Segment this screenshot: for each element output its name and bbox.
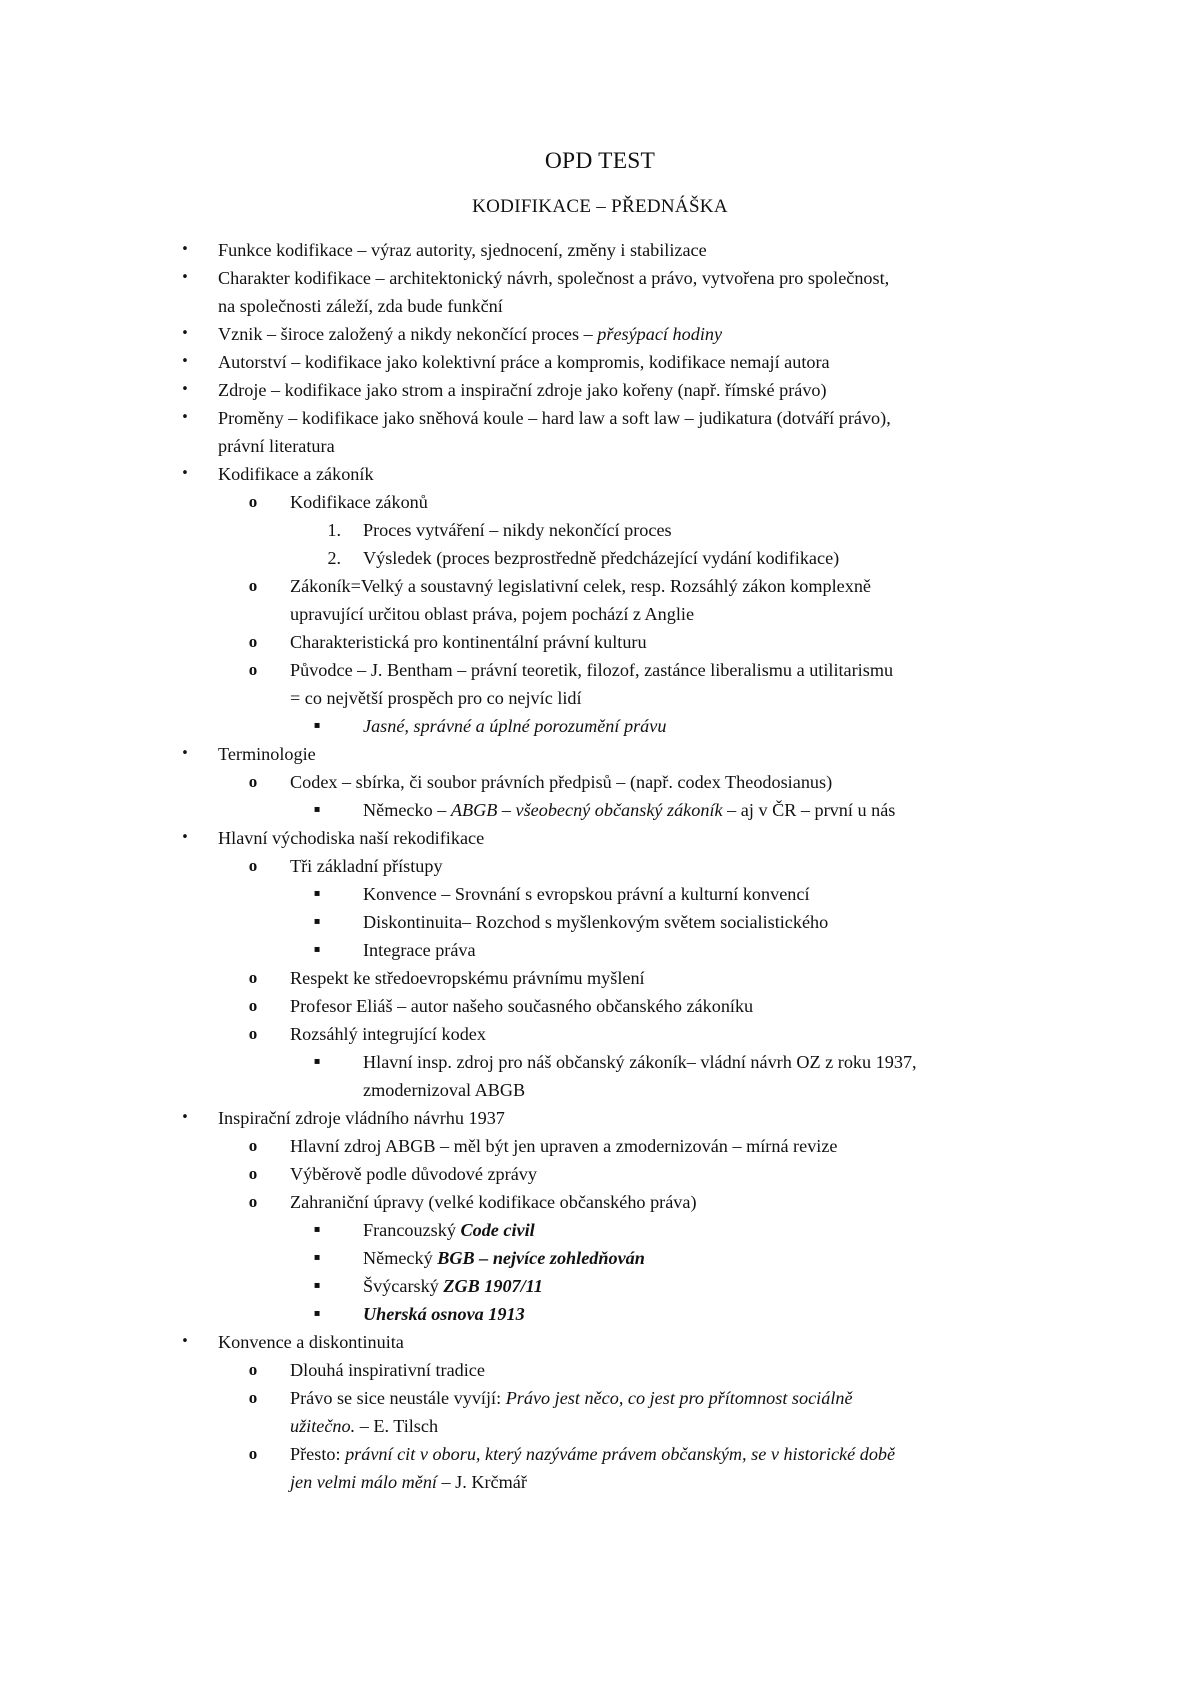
text-run: Jasné, správné a úplné porozumění právu [363,716,667,736]
text-run: přesýpací hodiny [597,324,723,344]
text-run: – J. Krčmář [436,1472,527,1492]
list-item-text [363,880,810,908]
text-run: Přesto: [290,1444,346,1464]
text-run: Německo – [363,800,451,820]
text-run: Původce – J. Bentham – právní teoretik, filozof, zastánce liberalismu a utilitarismu [290,660,894,680]
list-item-text [290,992,753,1020]
text-run: Německý [363,1248,438,1268]
text-run: Kodifikace a zákoník [218,464,374,484]
list-item-text [363,544,839,572]
text-run: BGB – nejvíce zohledňován [437,1248,645,1268]
list-item-text [363,1048,917,1076]
list-item-text [363,516,672,544]
bullet-marker: ▪ [313,944,321,955]
list-item-text [290,600,694,628]
bullet-marker: o [248,968,258,987]
bullet-marker: • [181,830,189,845]
bullet-marker: • [181,242,189,257]
list-item-text [290,1384,853,1412]
list-item-text [218,264,889,292]
list-item-text [363,1216,535,1244]
text-run: = co největší prospěch pro co nejvíc lidí [290,688,582,708]
list-item-text [218,824,484,852]
list-item-text [363,908,828,936]
text-run: – aj v ČR – první u nás [722,800,896,820]
text-run: Charakteristická pro kontinentální právní kulturu [290,632,647,652]
text-run: Integrace práva [363,940,476,960]
text-run: Právo jest něco, co jest pro přítomnost sociálně [505,1388,853,1408]
bullet-marker: o [248,632,258,651]
text-run: Diskontinuita– Rozchod s myšlenkovým světem socialistického [363,912,829,932]
bullet-marker: o [248,856,258,875]
list-item-text [218,404,891,432]
list-item-text [290,1468,527,1496]
bullet-marker: • [181,1110,189,1125]
list-item-text [218,1328,404,1356]
text-run: Konvence a diskontinuita [218,1332,404,1352]
bullet-marker: o [248,1136,258,1155]
text-run: Tři základní přístupy [290,856,443,876]
list-item-text [290,684,582,712]
list-item-text [290,1160,537,1188]
bullet-marker: o [248,772,258,791]
bullet-marker: ▪ [313,720,321,731]
bullet-marker: ▪ [313,916,321,927]
text-run: upravující určitou oblast práva, pojem pochází z Anglie [290,604,695,624]
text-run: Výsledek (proces bezprostředně předcházející vydání kodifikace) [363,548,840,568]
bullet-marker: o [248,1024,258,1043]
text-run: Dlouhá inspirativní tradice [290,1360,485,1380]
list-item-text [363,1300,525,1328]
bullet-marker: • [181,270,189,285]
text-run: Francouzský [363,1220,461,1240]
page-title: OPD TEST [544,148,656,174]
list-item-text [290,1188,697,1216]
text-run: právní cit v oboru, který nazýváme právem občanským, se v historické době [345,1444,896,1464]
bullet-marker: • [181,354,189,369]
list-number: 2. [327,548,341,568]
list-item-text [363,1272,543,1300]
bullet-marker: o [248,1360,258,1379]
text-run: Vznik – široce založený a nikdy nekončící proces – [218,324,598,344]
list-item-text [363,1244,645,1272]
text-run: ZGB 1907/11 [443,1276,543,1296]
list-item-text [218,432,335,460]
list-item-text [363,712,666,740]
text-run: Autorství – kodifikace jako kolektivní práce a kompromis, kodifikace nemají autora [218,352,830,372]
bullet-marker: o [248,492,258,511]
list-item-text [218,292,503,320]
bullet-marker: o [248,576,258,595]
page-subtitle: KODIFIKACE – PŘEDNÁŠKA [472,196,728,217]
list-item-text [218,348,830,376]
bullet-marker: ▪ [313,804,321,815]
list-item-text [218,460,374,488]
text-run: Hlavní zdroj ABGB – měl být jen upraven a zmodernizován – mírná revize [290,1136,838,1156]
text-run: Code civil [460,1220,535,1240]
text-run: Proměny – kodifikace jako sněhová koule – hard law a soft law – judikatura (dotváří právo), [218,408,891,428]
list-item-text [218,1104,505,1132]
text-run: užitečno. [290,1416,356,1436]
bullet-marker: ▪ [313,1280,321,1291]
bullet-marker: • [181,410,189,425]
text-run: Uherská osnova 1913 [363,1304,525,1324]
list-item-text [363,1076,525,1104]
list-item-text [290,852,443,880]
text-run: Zákoník=Velký a soustavný legislativní celek, resp. Rozsáhlý zákon komplexně [290,576,872,596]
text-run: Rozsáhlý integrující kodex [290,1024,486,1044]
text-run: jen velmi málo mění [290,1472,437,1492]
text-run: právní literatura [218,436,335,456]
list-item-text [218,376,827,404]
text-run: Respekt ke středoevropskému právnímu myšlení [290,968,645,988]
list-item-text [290,488,428,516]
bullet-marker: ▪ [313,1224,321,1235]
text-run: Funkce kodifikace – výraz autority, sjednocení, změny i stabilizace [218,240,707,260]
bullet-marker: o [248,660,258,679]
bullet-marker: o [248,1388,258,1407]
bullet-marker: ▪ [313,888,321,899]
list-item-text [290,572,871,600]
text-run: Švýcarský [363,1276,444,1296]
list-item-text [290,1020,486,1048]
bullet-marker: • [181,1334,189,1349]
list-number: 1. [327,520,341,540]
bullet-marker: o [248,1192,258,1211]
text-run: Konvence – Srovnání s evropskou právní a kulturní konvencí [363,884,810,904]
text-run: ABGB – všeobecný občanský zákoník [450,800,723,820]
text-run: Výběrově podle důvodové zprávy [290,1164,537,1184]
text-run: Hlavní insp. zdroj pro náš občanský zákoník– vládní návrh OZ z roku 1937, [363,1052,917,1072]
text-run: Charakter kodifikace – architektonický návrh, společnost a právo, vytvořena pro společnost, [218,268,890,288]
text-run: Zahraniční úpravy (velké kodifikace občanského práva) [290,1192,697,1212]
bullet-marker: • [181,382,189,397]
text-run: Kodifikace zákonů [290,492,428,512]
list-item-text [363,796,895,824]
bullet-marker: ▪ [313,1056,321,1067]
list-item-text [290,1132,837,1160]
bullet-marker: o [248,996,258,1015]
text-run: Inspirační zdroje vládního návrhu 1937 [218,1108,505,1128]
bullet-marker: • [181,746,189,761]
bullet-marker: o [248,1444,258,1463]
list-item-text [290,768,832,796]
text-run: Profesor Eliáš – autor našeho současného občanského zákoníku [290,996,754,1016]
bullet-marker: ▪ [313,1252,321,1263]
text-run: Proces vytváření – nikdy nekončící proces [363,520,672,540]
list-item-text [218,320,722,348]
list-item-text [218,236,707,264]
list-item-text [363,936,476,964]
bullet-marker: o [248,1164,258,1183]
list-item-text [290,1440,895,1468]
list-item-text [290,1412,438,1440]
bullet-marker: ▪ [313,1308,321,1319]
text-run: – E. Tilsch [355,1416,439,1436]
text-run: na společnosti záleží, zda bude funkční [218,296,503,316]
text-run: zmodernizoval ABGB [363,1080,526,1100]
list-item-text [290,964,645,992]
list-item-text [290,656,893,684]
list-item-text [218,740,316,768]
text-run: Hlavní východiska naší rekodifikace [218,828,485,848]
text-run: Zdroje – kodifikace jako strom a inspirační zdroje jako kořeny (např. římské právo) [218,380,827,400]
list-item-text [290,1356,485,1384]
bullet-marker: • [181,326,189,341]
text-run: Právo se sice neustále vyvíjí: [290,1388,506,1408]
text-run: Terminologie [218,744,316,764]
bullet-marker: • [181,466,189,481]
list-item-text [290,628,647,656]
text-run: Codex – sbírka, či soubor právních předpisů – (např. codex Theodosianus) [290,772,833,792]
